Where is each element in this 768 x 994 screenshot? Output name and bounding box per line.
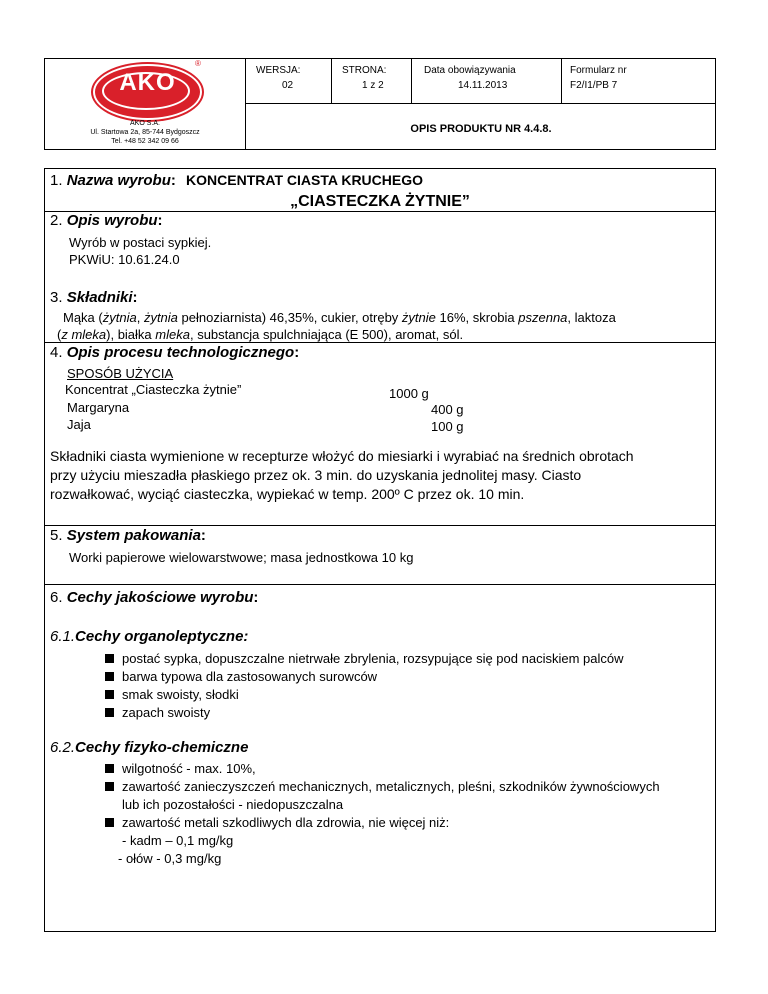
section-5-heading: 5. System pakowania: bbox=[50, 527, 206, 544]
document-title: OPIS PRODUKTU NR 4.4.8. bbox=[245, 103, 716, 150]
usage-title: SPOSÓB UŻYCIA bbox=[67, 366, 174, 381]
organoleptic-item: postać sypka, dopuszczalne nietrwałe zbrylenia, rozsypujące się pod naciskiem palców bbox=[105, 650, 623, 668]
recipe-item-qty: 1000 g bbox=[389, 386, 429, 401]
organoleptic-item: barwa typowa dla zastosowanych surowców bbox=[105, 668, 377, 686]
recipe-item-qty: 100 g bbox=[431, 419, 464, 434]
process-text-line-1: Składniki ciasta wymienione w recepturze włożyć do miesiarki i wyrabiać na średnich obrotach bbox=[50, 448, 634, 464]
process-text-line-3: rozwałkować, wyciąć ciasteczka, wypiekać w temp. 200º C przez ok. 10 min. bbox=[50, 486, 525, 502]
product-description-box bbox=[44, 168, 716, 932]
physicochemical-item: wilgotność - max. 10%, bbox=[105, 760, 256, 778]
recipe-item-name: Jaja bbox=[67, 417, 91, 432]
section-2-heading: 2. Opis wyrobu: bbox=[50, 212, 163, 229]
subsection-6-1-heading: 6.1.Cechy organoleptyczne: bbox=[50, 628, 249, 645]
company-phone: Tel. +48 52 342 09 66 bbox=[111, 138, 179, 145]
ingredients-line-2: (z mleka), białka mleka, substancja spulchniająca (E 500), aromat, sól. bbox=[57, 327, 464, 342]
registered-mark: ® bbox=[195, 59, 201, 68]
physicochemical-item-continued: lub ich pozostałości - niedopuszczalna bbox=[122, 797, 344, 812]
version-cell: WERSJA: 02 bbox=[245, 59, 331, 103]
physicochemical-item: zawartość zanieczyszczeń mechanicznych, metalicznych, pleśni, szkodników żywnościowych bbox=[105, 778, 660, 796]
document-header bbox=[44, 58, 716, 150]
ako-logo: AKO bbox=[93, 64, 202, 120]
section-3-heading: 3. Składniki: bbox=[50, 289, 138, 306]
product-form-text: Wyrób w postaci sypkiej. bbox=[69, 235, 212, 250]
process-text-line-2: przy użyciu mieszadła płaskiego przez ok. 3 min. do uzyskania jednolitej masy. Ciasto bbox=[50, 467, 582, 483]
metal-limit-cadmium: - kadm – 0,1 mg/kg bbox=[122, 833, 234, 848]
recipe-item-qty: 400 g bbox=[431, 402, 464, 417]
page-cell: STRONA: 1 z 2 bbox=[331, 59, 411, 103]
pkwiu-code: PKWiU: 10.61.24.0 bbox=[69, 252, 180, 267]
form-cell: Formularz nr F2/I1/PB 7 bbox=[561, 59, 716, 103]
packaging-text: Worki papierowe wielowarstwowe; masa jednostkowa 10 kg bbox=[69, 550, 414, 565]
organoleptic-item: smak swoisty, słodki bbox=[105, 686, 239, 704]
subsection-6-2-heading: 6.2.Cechy fizyko-chemiczne bbox=[50, 739, 249, 756]
ingredients-line-1: Mąka (żytnia, żytnia pełnoziarnista) 46,35%, cukier, otręby żytnie 16%, skrobia pszenna, laktoza bbox=[63, 310, 616, 325]
company-address: Ul. Startowa 2a, 85-744 Bydgoszcz bbox=[90, 129, 200, 136]
section-6-heading: 6. Cechy jakościowe wyrobu: bbox=[50, 589, 259, 606]
company-name: AKO S.A. bbox=[130, 120, 160, 127]
date-cell: Data obowiązywania 14.11.2013 bbox=[411, 59, 561, 103]
metal-limit-lead: - ołów - 0,3 mg/kg bbox=[118, 851, 222, 866]
physicochemical-item: zawartość metali szkodliwych dla zdrowia, nie więcej niż: bbox=[105, 814, 449, 832]
logo-area bbox=[45, 59, 245, 151]
section-1-heading: 1. Nazwa wyrobu: KONCENTRAT CIASTA KRUCHEGO bbox=[50, 172, 424, 189]
recipe-item-name: Margaryna bbox=[67, 400, 130, 415]
recipe-item-name: Koncentrat „Ciasteczka żytnie” bbox=[65, 382, 242, 397]
organoleptic-item: zapach swoisty bbox=[105, 704, 210, 722]
product-name: „CIASTECZKA ŻYTNIE” bbox=[290, 193, 470, 210]
section-4-heading: 4. Opis procesu technologicznego: bbox=[50, 344, 300, 361]
